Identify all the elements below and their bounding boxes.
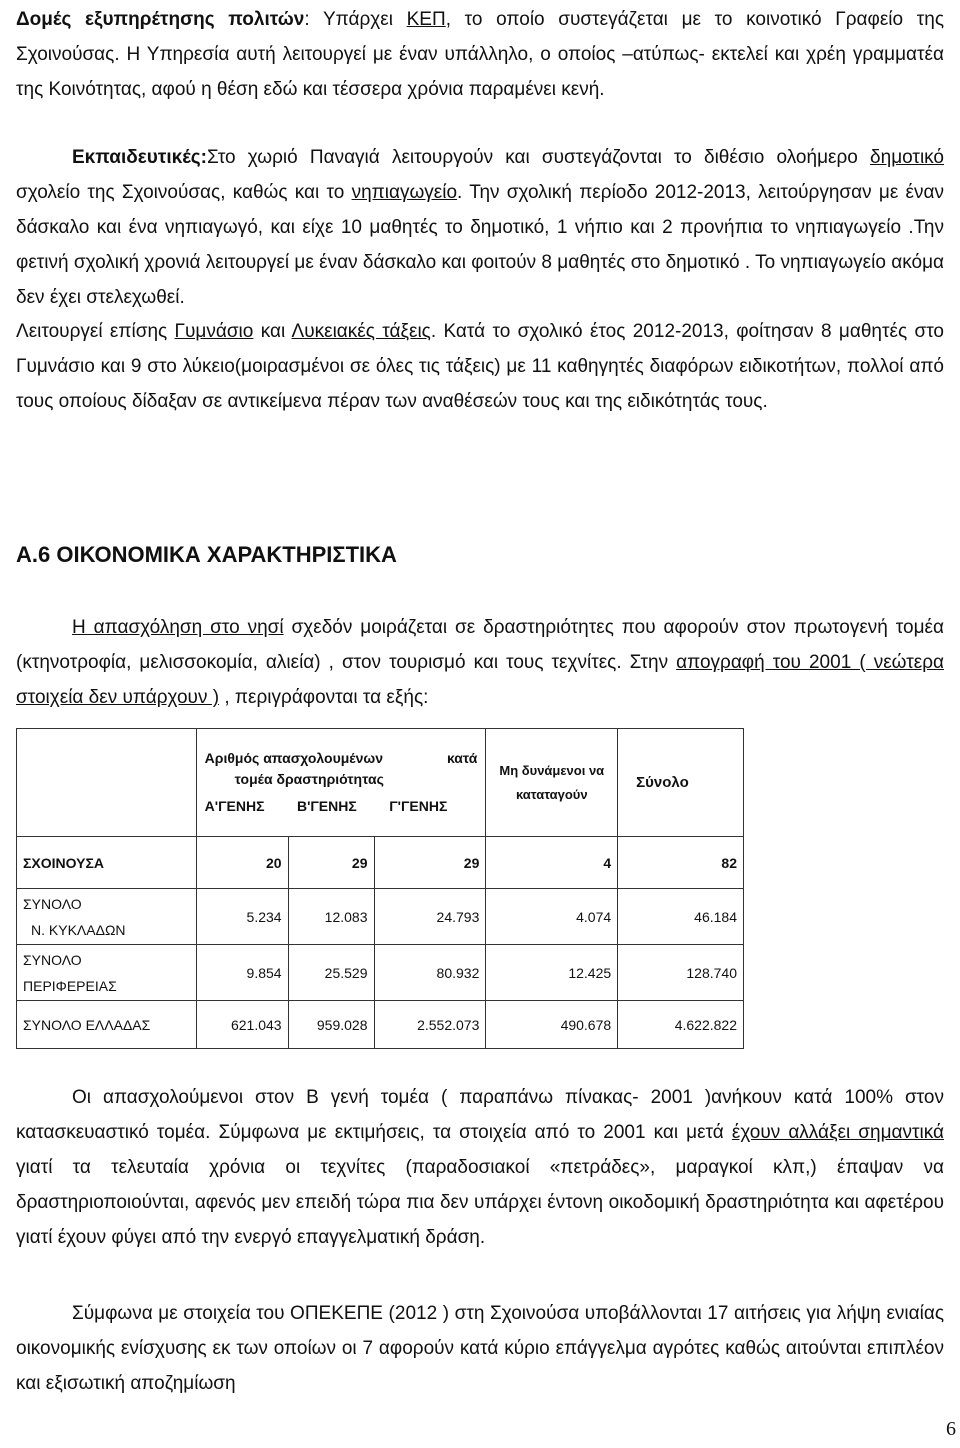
paragraph-secondary-schools: Λειτουργεί επίσης Γυμνάσιο και Λυκειακές τάξεις. Κατά το σχολικό έτος 2012-2013, φοίτησαν 8 μαθητές στο Γυμνάσιο και 9 στο λύκειο(μοιρασμένοι σε όλες τις τάξεις) με 11 καθηγητές διαφόρων ειδικοτήτων, πολλοί από τους οποίους δίδαξαν σε αντικείμενα πέραν των αναθέσεών τους και της ειδικότητάς τους.: [16, 321, 945, 412]
header-secondary: Β'ΓΕΝΗΣ: [296, 797, 357, 814]
paragraph-citizen-services: Δομές εξυπηρέτησης πολιτών: Υπάρχει ΚΕΠ, το οποίο συστεγάζεται με το κοινοτικό Γραφείο της Σχοινούσας. Η Υπηρεσία αυτή λειτουργεί με έναν υπάλληλο, ο οποίος –ατύπως- εκτελεί και χρέη γραμματέα της Κοινότητας, αφού η θέση εδώ και τέσσερα χρόνια παραμένει κενή.: [16, 9, 944, 100]
header-primary: Α'ΓΕΝΗΣ: [204, 797, 265, 814]
table-row: ΣΥΝΟΛΟ Ν. ΚΥΚΛΑΔΩΝ 5.234 12.083 24.793 4.074 46.184: [17, 889, 744, 945]
table-row: ΣΧΟΙΝΟΥΣΑ 20 29 29 4 82: [17, 837, 744, 889]
paragraph-construction: Οι απασχολούμενοι στον Β γενή τομέα ( παραπάνω πίνακας- 2001 )ανήκουν κατά 100% στον κατασκευαστικό τομέα. Σύμφωνα με εκτιμήσεις, τα στοιχεία από το 2001 και μετά έχουν αλλάξει σημαντικά γιατί τα τελευταία χρόνια οι τεχνίτες (παραδοσιακοί «πετράδες», μαραγκοί κλπ,) έπαψαν να δραστηριοποιούνται, αφενός μεν επειδή τώρα πια δεν υπάρχει έντονη οικοδομική δραστηριότητα και αφετέρου γιατί έχουν φύγει από την ενεργό επαγγελματική δράση.: [16, 1087, 944, 1248]
header-unemployable: Μη δυνάμενοι να καταταγούν: [486, 729, 618, 837]
header-sector-group: Αριθμός απασχολουμένων κατά τομέα δραστηριότητας Α'ΓΕΝΗΣ Β'ΓΕΝΗΣ Γ'ΓΕΝΗΣ: [196, 729, 486, 837]
page-number: 6: [946, 1418, 956, 1440]
table-header-row: [17, 729, 744, 837]
paragraph-education: Εκπαιδευτικές:Στο χωριό Παναγιά λειτουργούν και συστεγάζονται το διθέσιο ολοήμερο δημοτικό σχολείο της Σχοινούσας, καθώς και το νηπιαγωγείο. Την σχολική περίοδο 2012-2013, λειτούργησαν με έναν δάσκαλο και ένα νηπιαγωγό, και είχε 10 μαθητές το δημοτικό, 1 νήπιο και 2 προνήπια το νηπιαγωγείο .Την φετινή σχολική χρονιά λειτουργεί με έναν δάσκαλο και φοιτούν 8 μαθητές στο δημοτικό . Το νηπιαγωγείο ακόμα δεν έχει στελεχωθεί.: [16, 147, 944, 308]
label-education: Εκπαιδευτικές:: [72, 147, 207, 168]
header-tertiary: Γ'ΓΕΝΗΣ: [389, 797, 448, 814]
table-row: ΣΥΝΟΛΟ ΕΛΛΑΔΑΣ 621.043 959.028 2.552.073 490.678 4.622.822: [17, 1001, 744, 1049]
kep-link: ΚΕΠ: [406, 9, 446, 30]
header-empty-cell: [17, 729, 197, 837]
employment-table: [16, 728, 744, 1049]
paragraph-employment: Η απασχόληση στο νησί σχεδόν μοιράζεται σε δραστηριότητες που αφορούν στον πρωτογενή τομέα (κτηνοτροφία, μελισσοκομία, αλιεία) , στον τουρισμό και τους τεχνίτες. Στην απογραφή του 2001 ( νεώτερα στοιχεία δεν υπάρχουν ) , περιγράφονται τα εξής:: [16, 617, 945, 708]
paragraph-opekepe: Σύμφωνα με στοιχεία του ΟΠΕΚΕΠΕ (2012 ) στη Σχοινούσα υποβάλλονται 17 αιτήσεις για λήψη ενιαίας οικονομικής ενίσχυσης εκ των οποίων οι 7 αφορούν κατά κύριο επάγγελμα αγρότες καθώς αιτούνται επιπλέον και εξισωτική αποζημίωση: [16, 1303, 944, 1394]
header-total: Σύνολο: [618, 729, 744, 837]
table-row: ΣΥΝΟΛΟ ΠΕΡΙΦΕΡΕΙΑΣ 9.854 25.529 80.932 12.425 128.740: [17, 945, 744, 1001]
section-heading: Α.6 ΟΙΚΟΝΟΜΙΚΑ ΧΑΡΑΚΤΗΡΙΣΤΙΚΑ: [16, 542, 397, 567]
label-citizen-services: Δομές εξυπηρέτησης πολιτών: [16, 9, 305, 30]
